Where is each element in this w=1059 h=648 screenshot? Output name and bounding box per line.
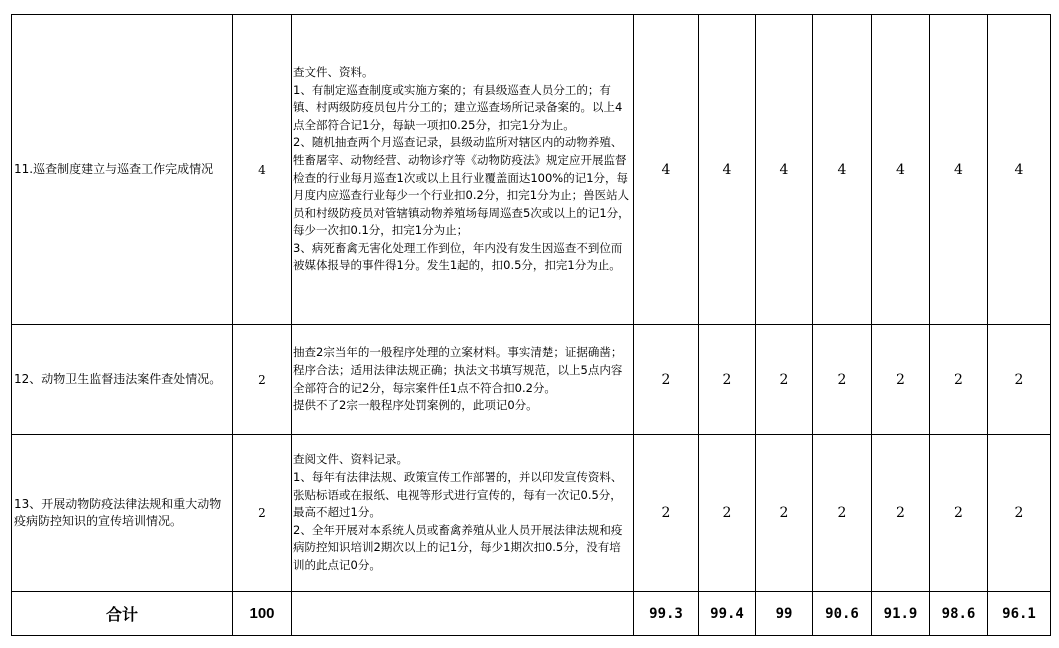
- score-cell: 2: [988, 435, 1051, 592]
- table-row: [12, 435, 1051, 592]
- score-cell: 4: [988, 15, 1051, 325]
- score-cell: 2: [699, 325, 756, 435]
- full-score-cell: 2: [233, 325, 292, 435]
- score-cell: 2: [634, 435, 699, 592]
- criteria-cell: 查阅文件、资料记录。 1、每年有法律法规、政策宣传工作部署的，并以印发宣传资料、张贴标语或在报纸、电视等形式进行宣传的，每有一次记0.5分，最高不超过1分。 2、全年开展对本系统人员或畜禽养殖从业人员开展法律法规和疫病防控知识培训2期次以上的记1分，每少1期次扣0.5分，没有培训的此点记0分。: [292, 435, 634, 592]
- score-cell: 4: [930, 15, 988, 325]
- total-score-cell: 99.4: [699, 592, 756, 636]
- item-name-cell: 13、开展动物防疫法律法规和重大动物疫病防控知识的宣传培训情况。: [12, 435, 233, 592]
- table-row: [12, 325, 1051, 435]
- total-score-cell: 99: [756, 592, 813, 636]
- criteria-cell: 查文件、资料。 1、有制定巡查制度或实施方案的；有县级巡查人员分工的；有镇、村两级防疫员包片分工的；建立巡查场所记录备案的。以上4点全部符合记1分，每缺一项扣0.25分，扣完1分为止。 2、随机抽查两个月巡查记录，县级动监所对辖区内的动物养殖、牲畜屠宰、动物经营、动物诊疗等《动物防疫法》规定应开展监督检查的行业每月巡查1次或以上且行业覆盖面达100%的记1分，每月度内应巡查行业每少一个行业扣0.2分，扣完1分为止；兽医站人员和村级防疫员对管辖镇动物养殖场每周巡查5次或以上的记1分，每少一次扣0.1分，扣完1分为止； 3、病死畜禽无害化处理工作到位，年内没有发生因巡查不到位而被媒体报导的事件得1分。发生1起的，扣0.5分，扣完1分为止。: [292, 15, 634, 325]
- score-cell: 2: [930, 325, 988, 435]
- score-cell: 2: [634, 325, 699, 435]
- table-row: [12, 15, 1051, 325]
- item-name-cell: 11.巡查制度建立与巡查工作完成情况: [12, 15, 233, 325]
- score-cell: 2: [872, 325, 930, 435]
- score-cell: 4: [756, 15, 813, 325]
- table-body: [12, 15, 1051, 636]
- criteria-cell: 抽查2宗当年的一般程序处理的立案材料。事实清楚；证据确凿；程序合法；适用法律法规正确；执法文书填写规范，以上5点内容全部符合的记2分，每宗案件任1点不符合扣0.2分。 提供不了2宗一般程序处罚案例的，此项记0分。: [292, 325, 634, 435]
- score-cell: 4: [699, 15, 756, 325]
- total-row: [12, 592, 1051, 636]
- total-criteria-cell: [292, 592, 634, 636]
- full-score-cell: 2: [233, 435, 292, 592]
- score-cell: 2: [756, 325, 813, 435]
- item-name-cell: 12、动物卫生监督违法案件查处情况。: [12, 325, 233, 435]
- score-cell: 2: [813, 435, 872, 592]
- total-full-score-cell: 100: [233, 592, 292, 636]
- total-score-cell: 90.6: [813, 592, 872, 636]
- score-cell: 4: [813, 15, 872, 325]
- score-cell: 2: [813, 325, 872, 435]
- score-cell: 2: [756, 435, 813, 592]
- total-score-cell: 91.9: [872, 592, 930, 636]
- total-score-cell: 99.3: [634, 592, 699, 636]
- total-score-cell: 96.1: [988, 592, 1051, 636]
- score-cell: 4: [634, 15, 699, 325]
- full-score-cell: 4: [233, 15, 292, 325]
- score-cell: 2: [988, 325, 1051, 435]
- total-score-cell: 98.6: [930, 592, 988, 636]
- scoring-table: [11, 14, 1051, 636]
- score-cell: 2: [699, 435, 756, 592]
- score-cell: 2: [872, 435, 930, 592]
- total-label-cell: 合计: [12, 592, 233, 636]
- score-cell: 4: [872, 15, 930, 325]
- score-cell: 2: [930, 435, 988, 592]
